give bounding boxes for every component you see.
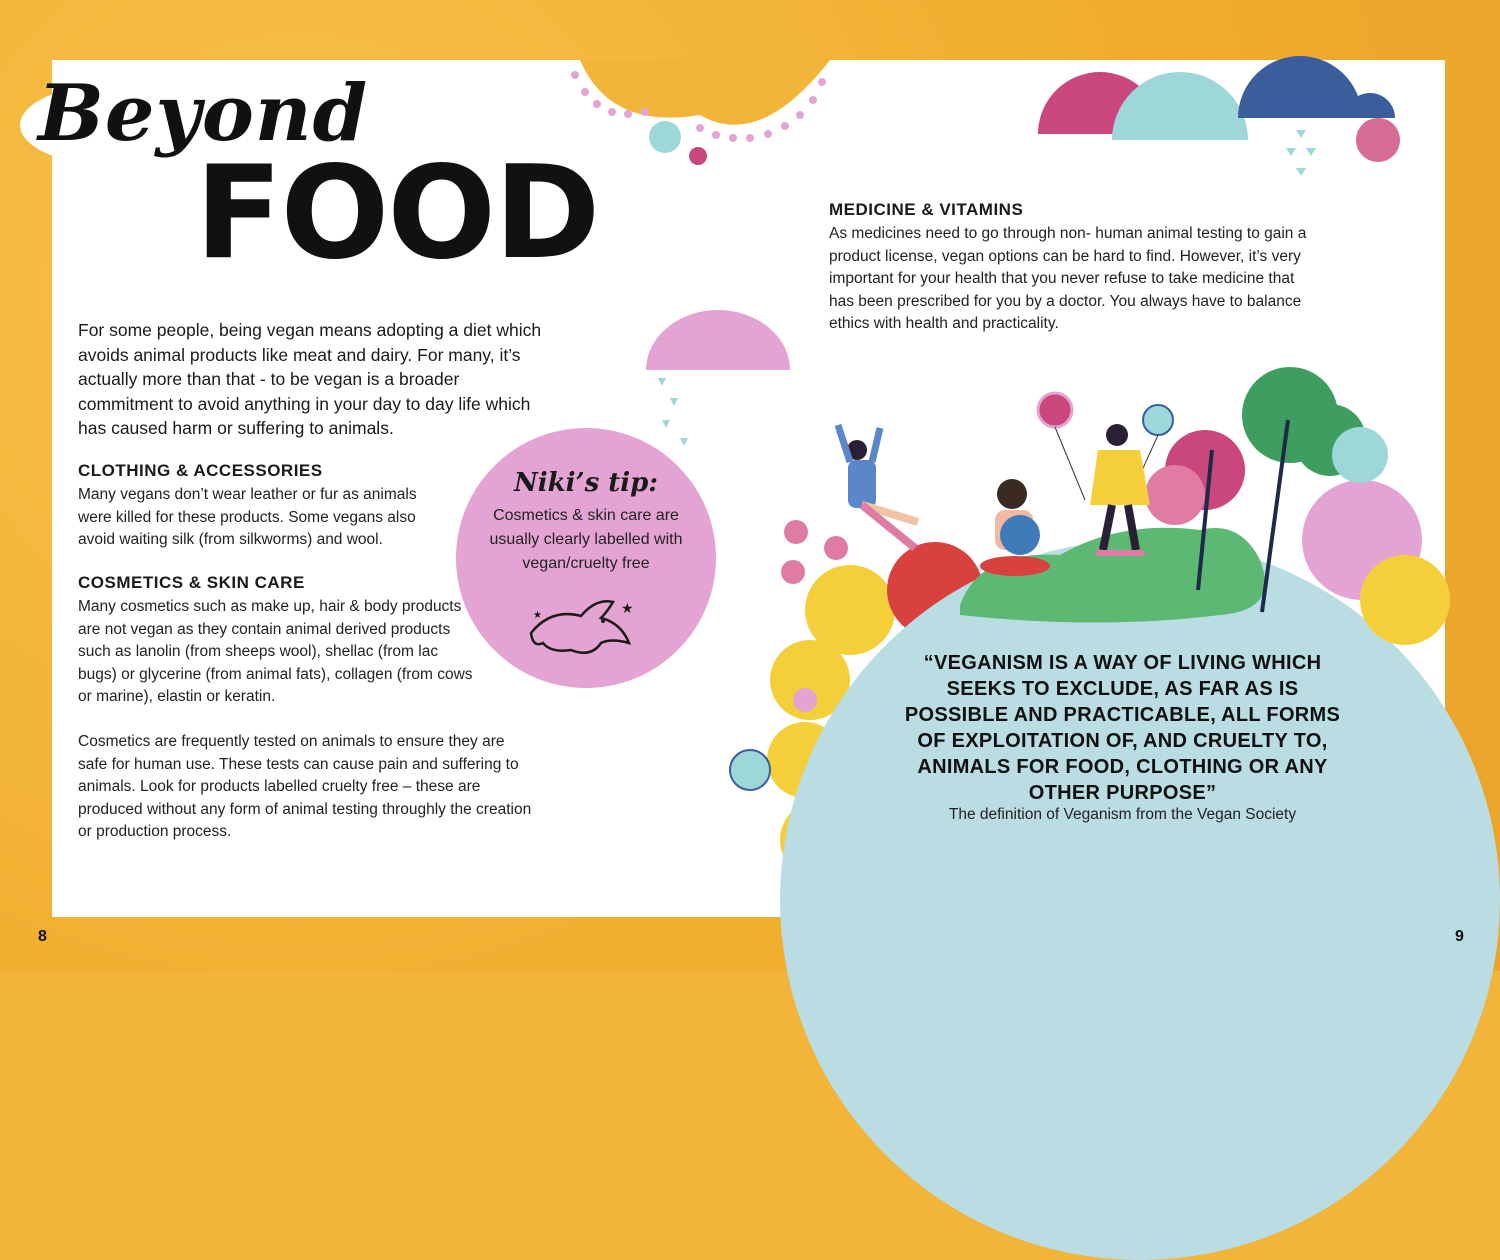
tip-circle xyxy=(456,428,716,688)
title-main: FOOD xyxy=(195,139,599,288)
clothing-body: Many vegans don’t wear leather or fur as animals were killed for these products. Some vegans also avoid waiting silk (from silkworms) and wool. xyxy=(78,486,417,548)
tip-text: Cosmetics & skin care are usually clearly labelled with vegan/cruelty free xyxy=(489,507,683,572)
medicine-body: As medicines need to go through non- human animal testing to gain a product license, vegan options can be hard to find. However, it’s very important for your health that you never refuse to take medicine that has been prescribed for you by a doctor. You always have to balance ethics with health and practicality. xyxy=(829,225,1307,332)
page-number-right: 9 xyxy=(1455,928,1464,945)
leaping-bunny-icon xyxy=(521,588,641,668)
person-icon xyxy=(980,479,1050,576)
patterned-bush-shape xyxy=(1360,555,1450,645)
clothing-heading: CLOTHING & ACCESSORIES xyxy=(78,461,323,480)
title-script: Beyond xyxy=(38,68,369,159)
svg-text:★: ★ xyxy=(621,601,634,617)
tip-title: Niki’s tip: xyxy=(514,468,658,498)
cosmetics-testing-body: Cosmetics are frequently tested on animals to ensure they are safe for human use. These tests can cause pain and suffering to animals. Look for products labelled cruelty free – these are produced without any form of animal testing throughly the creation or production process. xyxy=(78,733,532,840)
medicine-heading: MEDICINE & VITAMINS xyxy=(829,200,1024,219)
person-icon xyxy=(838,425,918,548)
intro-paragraph: For some people, being vegan means adopting a diet which avoids animal products like meat and dairy. For many, it’s actually more than that - to be vegan is a broader commitment to avoid anything in your day to day life which has caused harm or suffering to animals. xyxy=(78,320,542,438)
patterned-bush-shape xyxy=(1332,427,1388,483)
veganism-quote: “VEGANISM IS A WAY OF LIVING WHICH SEEKS TO EXCLUDE, AS FAR AS IS POSSIBLE AND PRACTICABLE, ALL FORMS OF EXPLOITATION OF, AND CRUELTY TO, ANIMALS FOR FOOD, CLOTHING OR ANY OTHER PURPOSE” xyxy=(904,652,1341,804)
patterned-ball-shape xyxy=(793,688,817,712)
page-number-left: 8 xyxy=(38,928,47,945)
cosmetics-heading: COSMETICS & SKIN CARE xyxy=(78,573,305,592)
patterned-ball-shape xyxy=(730,750,770,790)
cosmetics-body: Many cosmetics such as make up, hair & body products are not vegan as they contain animal derived products such as lanolin (from sheeps wool), shellac (from lac bugs) or glycerine (from animal fats), collagen (from cows or marine), elastin or keratin. xyxy=(78,598,473,705)
quote-source: The definition of Veganism from the Vegan Society xyxy=(948,806,1297,823)
svg-text:★: ★ xyxy=(533,610,542,621)
